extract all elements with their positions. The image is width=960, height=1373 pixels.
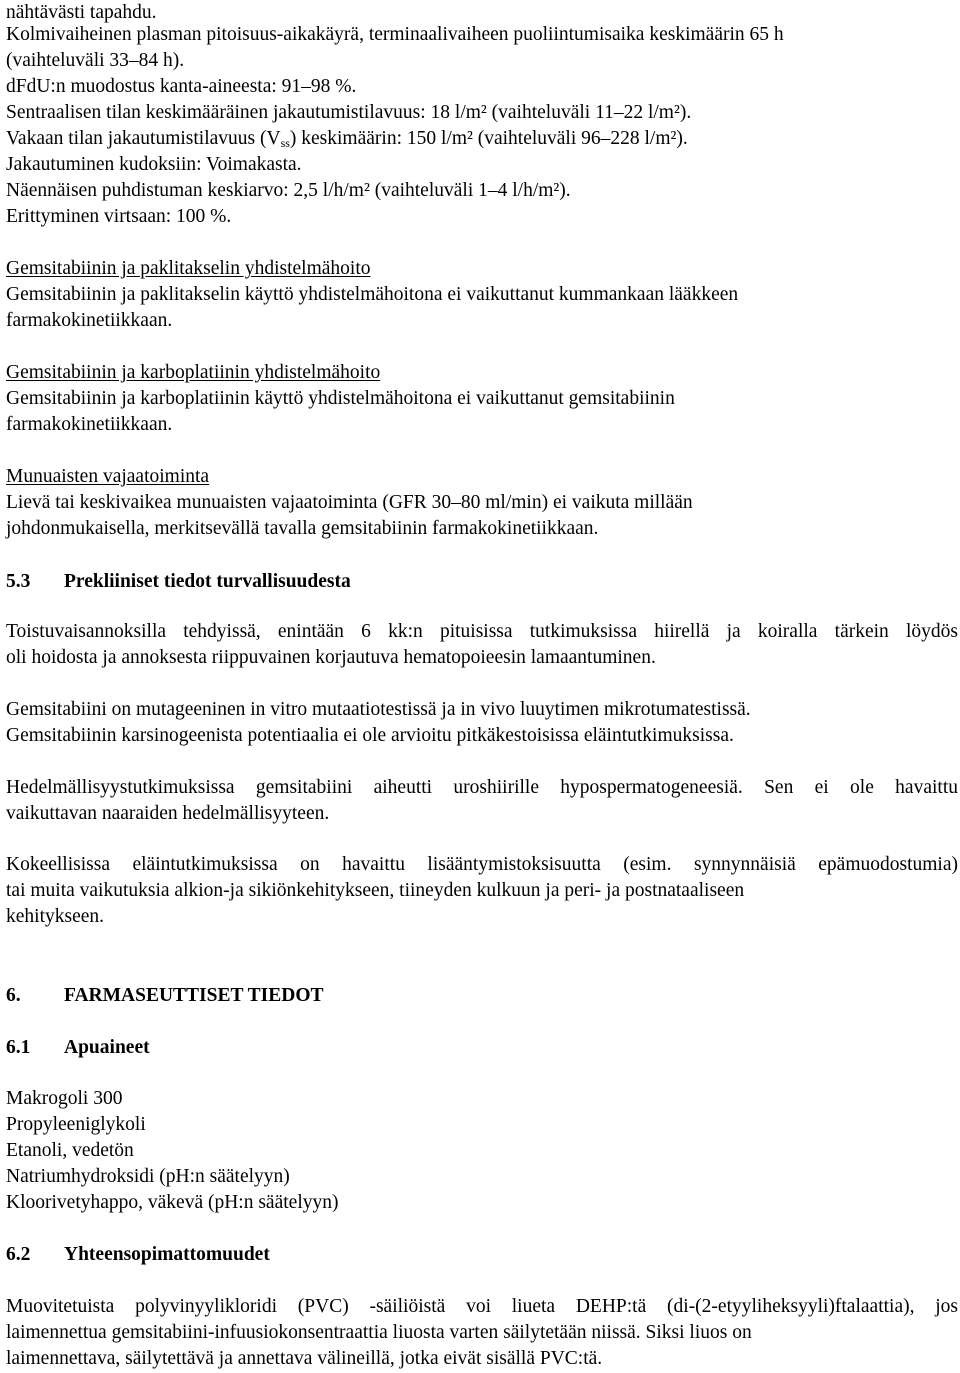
pakli-line-2: farmakokinetiikkaan. [6,310,173,331]
s62-line-2: laimennettua gemsitabiini-infuusiokonsentraattia liuosta varten säilytetään niissä. Siksi liuos on [6,1322,752,1343]
pk-line-5-sub: ss [280,136,290,150]
s53-p2-line-2: Gemsitabiinin karsinogeenista potentiaalia ei ole arvioitu pitkäkestoisissa eläintutkimuksissa. [6,725,734,746]
pk-line-7: Näennäisen puhdistuman keskiarvo: 2,5 l/h/m² (vaihteluväli 1–4 l/h/m²). [6,180,571,201]
karbo-heading: Gemsitabiinin ja karboplatiinin yhdistelmähoito [6,362,381,383]
s53-p1-line-1: Toistuvaisannoksilla tehdyissä, enintään 6 kk:n pituisissa tutkimuksissa hiirellä ja koiralla tärkein löydös [6,621,958,642]
pk-line-0: nähtävästi tapahdu. [6,2,157,23]
s53-p4-line-3: kehitykseen. [6,906,105,927]
s62-line-1: Muovitetuista polyvinyylikloridi (PVC) -säiliöistä voi liueta DEHP:tä (di-(2-etyyliheksyyli)ftalaattia), jos [6,1296,958,1317]
pk-line-1: Kolmivaiheinen plasman pitoisuus-aikakäyrä, terminaalivaiheen puoliintumisaika keskimäärin 65 h [6,24,784,45]
munu-line-1: Lievä tai keskivaikea munuaisten vajaatoiminta (GFR 30–80 ml/min) ei vaikuta millään [6,492,693,513]
section-6-1-title: Apuaineet [64,1037,150,1058]
s53-p2-line-1: Gemsitabiini on mutageeninen in vitro mutaatiotestissä ja in vivo luuytimen mikrotumatestissä. [6,699,751,720]
section-6-1-heading [6,1035,150,1061]
pk-line-5-a: Vakaan tilan jakautumistilavuus (V [6,128,281,149]
section-6-2-title: Yhteensopimattomuudet [64,1244,270,1265]
excipient-item: Natriumhydroksidi (pH:n säätelyyn) [6,1166,290,1187]
section-5-3-heading [6,569,351,595]
s53-p4-line-1: Kokeellisissa eläintutkimuksissa on havaittu lisääntymistoksisuutta (esim. synnynnäisiä epämuodostumia) [6,854,958,875]
s53-p3-line-2: vaikuttavan naaraiden hedelmällisyyteen. [6,803,330,824]
section-6-title: FARMASEUTTISET TIEDOT [64,985,324,1006]
pk-line-3: dFdU:n muodostus kanta-aineesta: 91–98 %. [6,76,357,97]
section-6-2-number: 6.2 [6,1244,31,1265]
karbo-line-1: Gemsitabiinin ja karboplatiinin käyttö yhdistelmähoitona ei vaikuttanut gemsitabiinin [6,388,675,409]
munu-heading: Munuaisten vajaatoiminta [6,466,210,487]
s53-p4-line-2: tai muita vaikutuksia alkion-ja sikiönkehitykseen, tiineyden kulkuun ja peri- ja postnataaliseen [6,880,745,901]
section-5-3-title: Prekliiniset tiedot turvallisuudesta [64,571,351,592]
s62-line-3: laimennettava, säilytettävä ja annettava välineillä, jotka eivät sisällä PVC:tä. [6,1348,603,1369]
pk-line-2: (vaihteluväli 33–84 h). [6,50,185,71]
s53-p1-line-2: oli hoidosta ja annoksesta riippuvainen korjautuva hematopoieesin lamaantuminen. [6,647,656,668]
munu-line-2: johdonmukaisella, merkitsevällä tavalla gemsitabiinin farmakokinetiikkaan. [6,518,599,539]
excipient-item: Etanoli, vedetön [6,1140,134,1161]
section-6-number: 6. [6,985,21,1006]
excipient-item: Kloorivetyhappo, väkevä (pH:n säätelyyn) [6,1192,339,1213]
excipient-item: Propyleeniglykoli [6,1114,146,1135]
section-6-1-number: 6.1 [6,1037,31,1058]
excipient-item: Makrogoli 300 [6,1088,123,1109]
pk-line-6: Jakautuminen kudoksiin: Voimakasta. [6,154,302,175]
pakli-line-1: Gemsitabiinin ja paklitakselin käyttö yhdistelmähoitona ei vaikuttanut kummankaan lääkkeen [6,284,739,305]
pk-line-5-b: ) keskimäärin: 150 l/m² (vaihteluväli 96–228 l/m²). [289,128,688,149]
section-5-3-number: 5.3 [6,571,31,592]
pk-line-8: Erittyminen virtsaan: 100 %. [6,206,232,227]
s53-p3-line-1: Hedelmällisyystutkimuksissa gemsitabiini aiheutti uroshiirille hypospermatogeneesiä. Sen ei ole havaittu [6,777,958,798]
section-6-heading [6,983,324,1009]
section-6-2-heading [6,1242,270,1268]
karbo-line-2: farmakokinetiikkaan. [6,414,173,435]
pakli-heading: Gemsitabiinin ja paklitakselin yhdistelmähoito [6,258,371,279]
pk-line-4: Sentraalisen tilan keskimääräinen jakautumistilavuus: 18 l/m² (vaihteluväli 11–22 l/m²). [6,102,692,123]
pk-line-5 [6,126,688,152]
